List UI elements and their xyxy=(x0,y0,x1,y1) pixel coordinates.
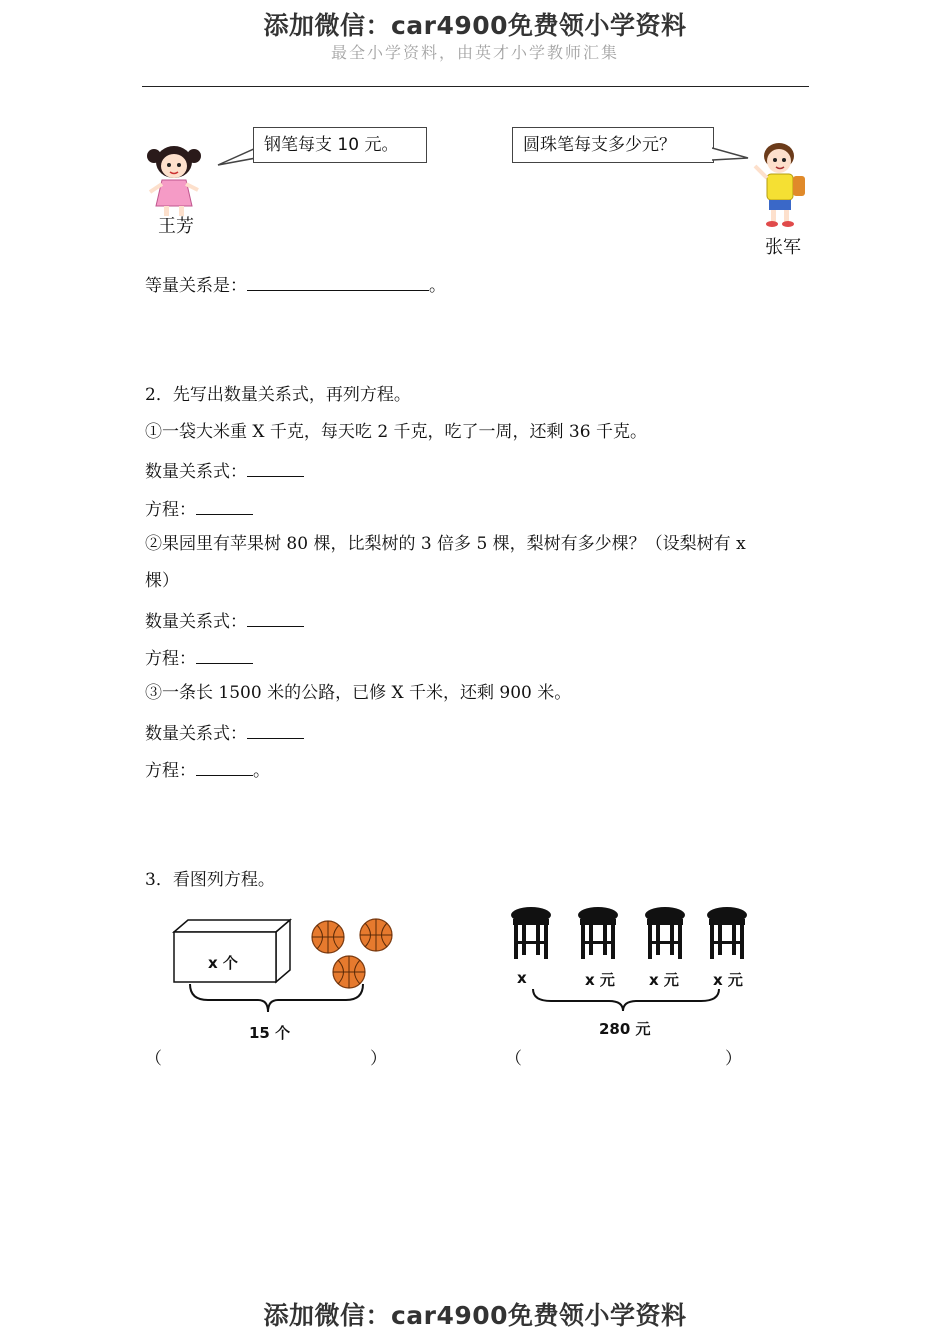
boy-speech-text: 圆珠笔每支多少元？ xyxy=(523,135,676,155)
end-mark: 。 xyxy=(253,761,270,781)
total-price-label: 280 元 xyxy=(599,1020,651,1038)
equation-blank[interactable] xyxy=(196,496,253,515)
equation-label: 方程： xyxy=(145,649,196,669)
total-balls-label: 15 个 xyxy=(249,1024,291,1042)
girl-speech-text: 钢笔每支 10 元。 xyxy=(264,135,399,155)
relation-blank[interactable] xyxy=(247,720,304,739)
stool-label-4: x 元 xyxy=(713,971,743,989)
q2-item3-equation xyxy=(145,757,270,782)
stool-icon xyxy=(511,907,551,959)
answer-open-paren-2: （ xyxy=(505,1049,522,1069)
girl-illustration xyxy=(140,140,220,220)
basketball-icon xyxy=(333,956,365,988)
header-watermark: 添加微信：car4900免费领小学资料 xyxy=(263,11,687,40)
q1-relation-end: 。 xyxy=(429,276,446,296)
q2-item3: ③一条长 1500 米的公路，已修 X 千米，还剩 900 米。 xyxy=(145,683,572,703)
q2-item2-line1: ②果园里有苹果树 80 棵，比梨树的 3 倍多 5 棵，梨树有多少棵？（设梨树有 x xyxy=(145,534,746,554)
equation-blank[interactable] xyxy=(196,757,253,776)
boy-name: 张军 xyxy=(765,237,801,258)
header-rule xyxy=(142,86,809,87)
equation-label: 方程： xyxy=(145,500,196,520)
relation-label: 数量关系式： xyxy=(145,462,247,482)
basketball-icon xyxy=(360,919,392,951)
q1-relation-blank[interactable] xyxy=(247,272,429,291)
stool-label-3: x 元 xyxy=(649,971,679,989)
box-side xyxy=(276,920,290,982)
relation-label: 数量关系式： xyxy=(145,724,247,744)
q3-title: 3．看图列方程。 xyxy=(145,870,275,890)
stool-label-2: x 元 xyxy=(585,971,615,989)
q2-title: 2．先写出数量关系式，再列方程。 xyxy=(145,385,411,405)
q2-item1-equation xyxy=(145,496,253,521)
header-subtitle: 最全小学资料，由英才小学教师汇集 xyxy=(330,43,619,62)
q2-item2-line2: 棵） xyxy=(145,571,179,591)
box-top xyxy=(174,920,290,932)
equation-blank[interactable] xyxy=(196,645,253,664)
equation-label: 方程： xyxy=(145,761,196,781)
q2-item1-relation xyxy=(145,458,304,483)
total-brace xyxy=(190,984,363,1012)
q1-relation-label: 等量关系是： xyxy=(145,276,247,296)
stool-label-1: x xyxy=(517,969,527,987)
q2-item2-relation xyxy=(145,608,304,633)
answer-close-paren-2: ） xyxy=(725,1049,742,1069)
q2-item3-relation xyxy=(145,720,304,745)
ball-box-figure xyxy=(168,912,408,1022)
stool-icon xyxy=(707,907,747,959)
girl-name: 王芳 xyxy=(158,216,194,237)
basketball-icon xyxy=(312,921,344,953)
price-brace xyxy=(533,989,719,1011)
q1-relation-line xyxy=(145,272,446,297)
boy-illustration xyxy=(745,136,815,236)
boy-speech-bubble xyxy=(512,127,714,163)
stool-icon xyxy=(645,907,685,959)
q2-item1: ①一袋大米重 X 千克，每天吃 2 千克，吃了一周，还剩 36 千克。 xyxy=(145,422,647,442)
answer-close-paren-1: ） xyxy=(370,1049,387,1069)
stool-icon xyxy=(578,907,618,959)
answer-slot-1[interactable] xyxy=(170,1046,370,1066)
relation-blank[interactable] xyxy=(247,608,304,627)
relation-label: 数量关系式： xyxy=(145,612,247,632)
footer-watermark: 添加微信：car4900免费领小学资料 xyxy=(263,1301,687,1330)
q2-item2-equation xyxy=(145,645,253,670)
girl-speech-bubble xyxy=(253,127,427,163)
answer-slot-2[interactable] xyxy=(530,1046,720,1066)
answer-open-paren-1: （ xyxy=(145,1049,162,1069)
box-label: x 个 xyxy=(208,954,238,972)
relation-blank[interactable] xyxy=(247,458,304,477)
girl-bubble-tail xyxy=(216,140,256,170)
stools-figure xyxy=(505,905,755,1025)
